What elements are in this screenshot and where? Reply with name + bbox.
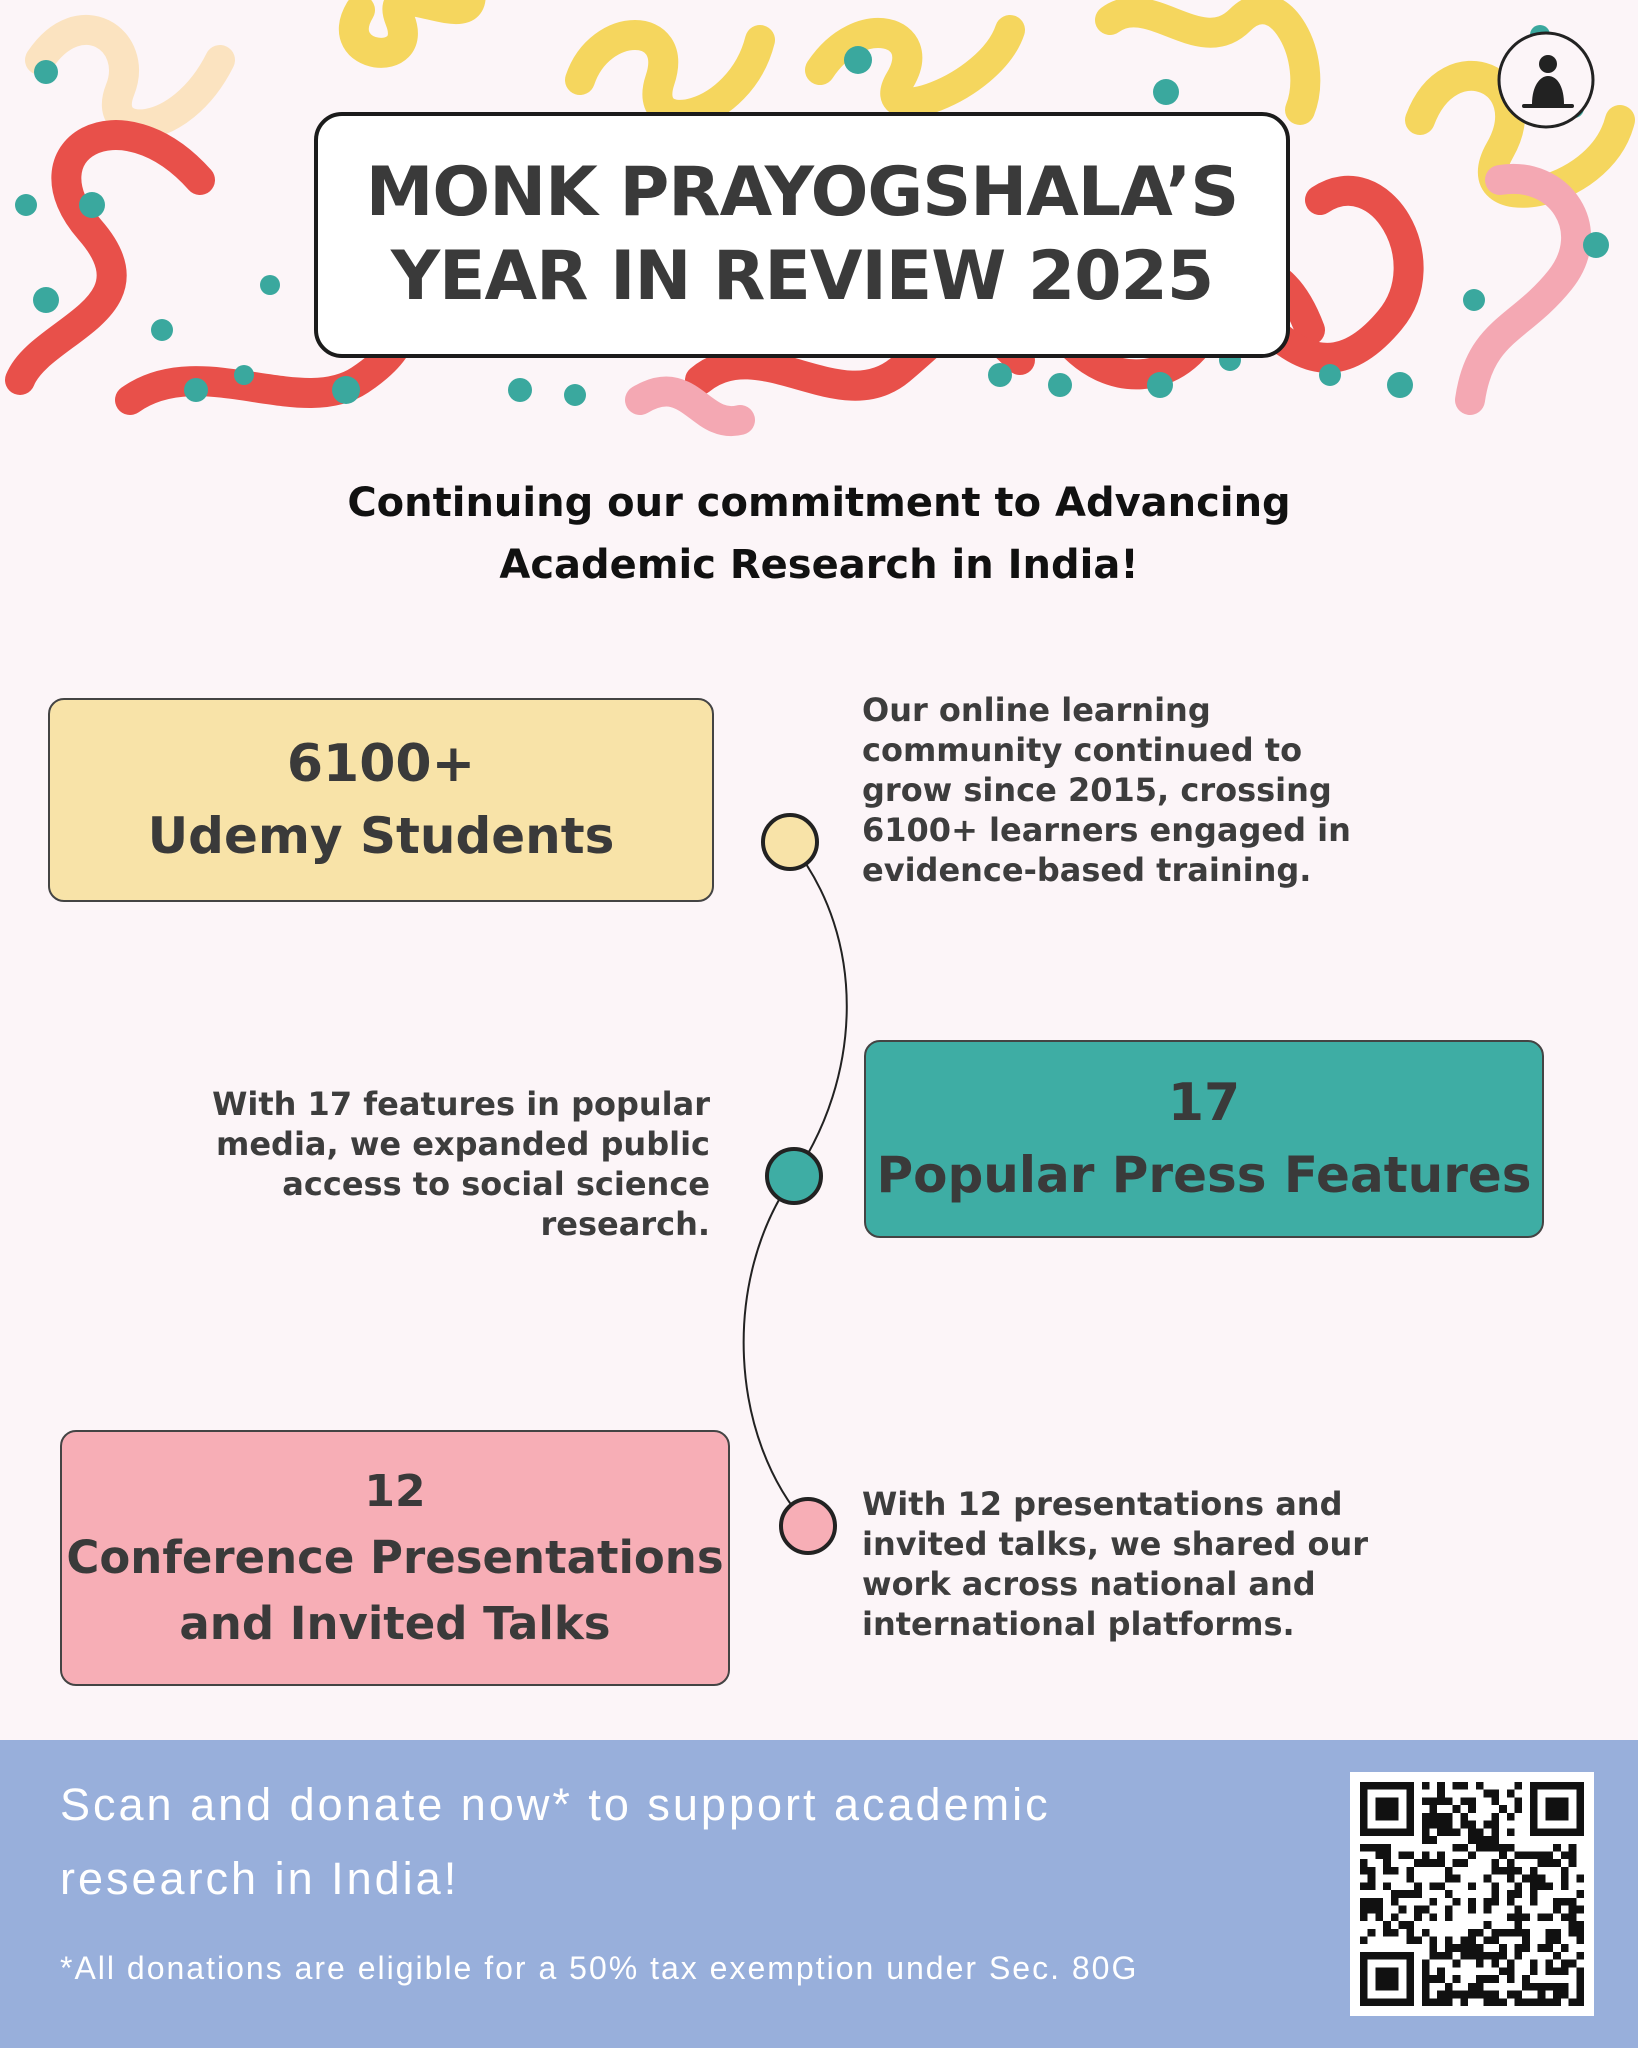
subtitle-line-1: Continuing our commitment to Advancing: [347, 480, 1291, 526]
donation-cta-line-1: Scan and donate now* to support academic: [60, 1779, 1051, 1830]
description-line: access to social science: [282, 1165, 710, 1203]
highlight-description-udemy: [862, 690, 1402, 890]
highlight-number: 17: [1167, 1073, 1241, 1133]
description-line: Our online learning: [862, 691, 1211, 729]
subtitle: [0, 472, 1638, 596]
title-card: [314, 112, 1290, 358]
highlight-label: Udemy Students: [147, 807, 615, 865]
qr-code-icon[interactable]: [1350, 1772, 1594, 2016]
timeline-dot-3: [781, 1499, 835, 1553]
title-line-2: YEAR IN REVIEW 2025: [390, 237, 1214, 316]
description-line: invited talks, we shared our: [862, 1525, 1369, 1563]
highlight-card-conferences: [60, 1430, 730, 1686]
description-line: 6100+ learners engaged in: [862, 811, 1351, 849]
highlight-label: Popular Press Features: [876, 1146, 1532, 1204]
monk-silhouette-icon: [1494, 28, 1598, 132]
description-line: international platforms.: [862, 1605, 1295, 1643]
highlight-label-line-1: Conference Presentations: [66, 1531, 724, 1584]
highlight-number: 12: [364, 1466, 426, 1517]
highlight-label-line-2: and Invited Talks: [179, 1597, 611, 1650]
description-line: With 12 presentations and: [862, 1485, 1343, 1523]
title-line-1: MONK PRAYOGSHALA’S: [365, 153, 1239, 232]
description-line: work across national and: [862, 1565, 1316, 1603]
description-line: grow since 2015, crossing: [862, 771, 1332, 809]
highlight-card-press: [864, 1040, 1544, 1238]
description-line: research.: [540, 1205, 710, 1243]
tax-exemption-note: *All donations are eligible for a 50% tax exemption under Sec. 80G: [60, 1950, 1139, 1986]
description-line: media, we expanded public: [216, 1125, 710, 1163]
highlight-description-conferences: [862, 1484, 1422, 1644]
description-line: With 17 features in popular: [212, 1085, 710, 1123]
highlight-description-press: [150, 1084, 710, 1244]
description-line: community continued to: [862, 731, 1303, 769]
highlight-number: 6100+: [286, 734, 476, 794]
timeline-dot-1: [763, 815, 817, 869]
timeline-dot-2: [767, 1149, 821, 1203]
description-line: evidence-based training.: [862, 851, 1312, 889]
subtitle-line-2: Academic Research in India!: [499, 542, 1139, 588]
donation-cta-line-2: research in India!: [60, 1853, 460, 1904]
donation-cta: [60, 1768, 1260, 1916]
highlight-card-udemy: [48, 698, 714, 902]
